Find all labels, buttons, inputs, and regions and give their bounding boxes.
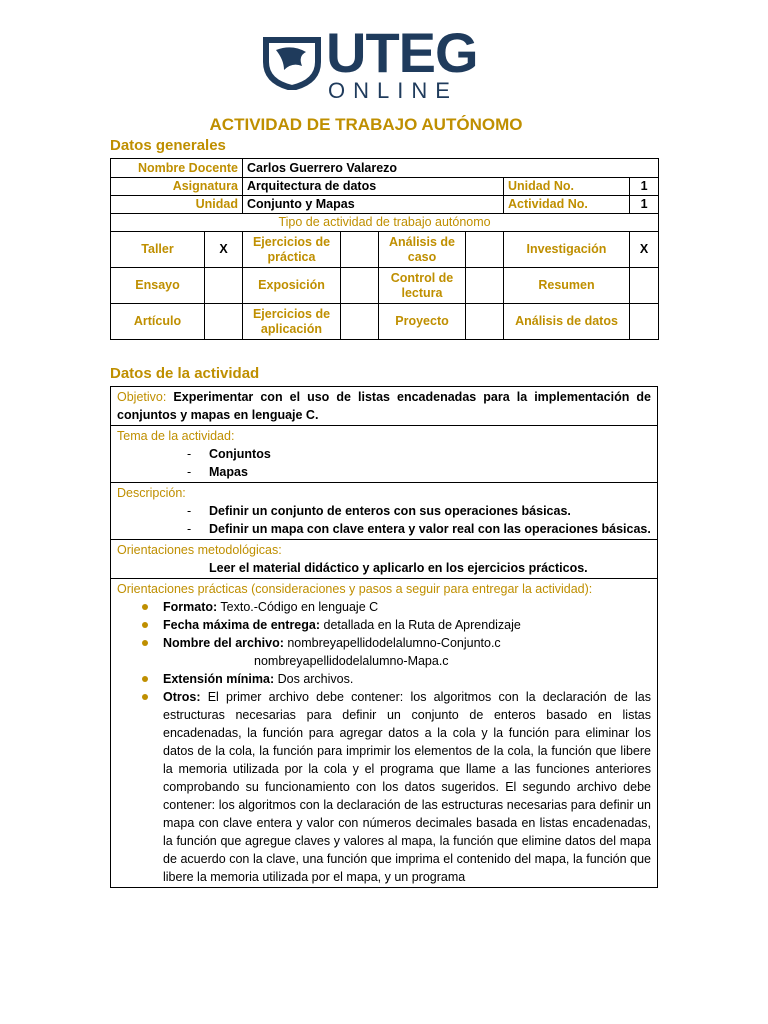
type-mark bbox=[205, 304, 243, 340]
otros-label: Otros: bbox=[163, 690, 201, 704]
list-item bbox=[117, 634, 651, 652]
docente-value: Carlos Guerrero Valarezo bbox=[243, 159, 659, 178]
bullet-icon bbox=[142, 604, 148, 610]
list-item: - Conjuntos bbox=[117, 445, 651, 463]
type-label: Ensayo bbox=[111, 268, 205, 304]
list-item: - Definir un conjunto de enteros con sus operaciones básicas. bbox=[117, 502, 651, 520]
type-mark bbox=[630, 268, 659, 304]
bullet-icon bbox=[142, 676, 148, 682]
orient-prac-cell bbox=[111, 579, 658, 888]
logo-subtitle: ONLINE bbox=[328, 78, 458, 103]
type-mark bbox=[341, 232, 379, 268]
type-label: Control de lectura bbox=[379, 268, 466, 304]
type-mark bbox=[466, 268, 504, 304]
unidad-value: Conjunto y Mapas bbox=[243, 196, 504, 214]
unidad-label: Unidad bbox=[111, 196, 243, 214]
actividad-no-label: Actividad No. bbox=[504, 196, 630, 214]
descripcion-label: Descripción: bbox=[117, 486, 186, 500]
type-label: Taller bbox=[111, 232, 205, 268]
tema-item: Mapas bbox=[209, 465, 248, 479]
fecha-value: detallada en la Ruta de Aprendizaje bbox=[320, 618, 521, 632]
orient-met-text: Leer el material didáctico y aplicarlo en los ejercicios prácticos. bbox=[209, 561, 588, 575]
type-label: Análisis de datos bbox=[504, 304, 630, 340]
bullet-icon bbox=[142, 622, 148, 628]
list-item bbox=[117, 652, 651, 670]
asignatura-label: Asignatura bbox=[111, 178, 243, 196]
tema-item: Conjuntos bbox=[209, 447, 271, 461]
types-row bbox=[111, 268, 659, 304]
types-row bbox=[111, 304, 659, 340]
tipo-actividad-label: Tipo de actividad de trabajo autónomo bbox=[111, 214, 659, 232]
descripcion-item: Definir un conjunto de enteros con sus operaciones básicas. bbox=[209, 504, 571, 518]
orient-met-cell bbox=[111, 540, 658, 579]
type-label: Investigación bbox=[504, 232, 630, 268]
tema-label: Tema de la actividad: bbox=[117, 429, 235, 443]
objetivo-cell bbox=[111, 387, 658, 426]
bullet-icon bbox=[142, 694, 148, 700]
type-mark bbox=[341, 268, 379, 304]
objetivo-text: Experimentar con el uso de listas encadenadas para la implementación de conjuntos y mapas en lenguaje C. bbox=[117, 390, 652, 422]
orient-prac-label: Orientaciones prácticas (consideraciones y pasos a seguir para entregar la actividad): bbox=[117, 582, 593, 596]
document-title: ACTIVIDAD DE TRABAJO AUTÓNOMO bbox=[209, 115, 523, 134]
formato-value: Texto.-Código en lenguaje C bbox=[217, 600, 379, 614]
type-mark: X bbox=[630, 232, 659, 268]
nombre-value: nombreyapellidodelalumno-Conjunto.c bbox=[283, 636, 501, 650]
general-data-table bbox=[110, 158, 659, 340]
type-mark bbox=[341, 304, 379, 340]
logo-word: UTEG bbox=[326, 21, 478, 84]
lion-shield-icon bbox=[262, 36, 322, 90]
descripcion-item: Definir un mapa con clave entera y valor real con las operaciones básicas. bbox=[209, 522, 651, 536]
general-heading: Datos generales bbox=[110, 137, 226, 154]
list-item: - Definir un mapa con clave entera y valor real con las operaciones básicas. bbox=[187, 522, 651, 536]
asignatura-value: Arquitectura de datos bbox=[243, 178, 504, 196]
type-mark bbox=[466, 232, 504, 268]
type-label: Análisis de caso bbox=[379, 232, 466, 268]
type-label: Artículo bbox=[111, 304, 205, 340]
list-item bbox=[117, 688, 651, 886]
list-item bbox=[117, 616, 651, 634]
docente-label: Nombre Docente bbox=[111, 159, 243, 178]
type-mark bbox=[466, 304, 504, 340]
descripcion-cell bbox=[111, 483, 658, 540]
bullet-icon bbox=[142, 640, 148, 646]
nombre-value-2: nombreyapellidodelalumno-Mapa.c bbox=[254, 654, 449, 668]
type-label: Resumen bbox=[504, 268, 630, 304]
otros-value: El primer archivo debe contener: los algoritmos con la declaración de las estructuras necesarias para definir un conjunto de enteros basado en listas encadenadas, la función para agregar datos a la cola y la función para eliminar los datos de la cola, la función para imprimir los elementos de la cola, la función que libere la memoria utilizada por la cola y el programa que llame a las funciones anteriores comprobando su funcionamiento con los datos sugeridos. El segundo archivo debe contener: los algoritmos con la declaración de las estructuras necesarias para definir un mapa con clave entera y valor con números decimales basada en listas encadenadas, la función que agregue claves y valores al mapa, la función que elimine datos del mapa de acuerdo con la clave, una función que imprima el contenido del mapa, la función que libere la memoria utilizada por el mapa, y un programa bbox=[163, 690, 651, 884]
activity-table bbox=[110, 386, 658, 888]
type-label: Exposición bbox=[243, 268, 341, 304]
activity-heading: Datos de la actividad bbox=[110, 365, 260, 382]
type-label: Ejercicios de aplicación bbox=[243, 304, 341, 340]
types-row bbox=[111, 232, 659, 268]
tema-cell bbox=[111, 426, 658, 483]
extension-label: Extensión mínima: bbox=[163, 672, 275, 686]
list-item bbox=[117, 670, 651, 688]
formato-label: Formato: bbox=[163, 600, 218, 614]
extension-value: Dos archivos. bbox=[274, 672, 354, 686]
objetivo-label: Objetivo: bbox=[117, 390, 167, 404]
list-item bbox=[117, 598, 651, 616]
type-mark: X bbox=[205, 232, 243, 268]
orient-met-label: Orientaciones metodológicas: bbox=[117, 543, 282, 557]
uteg-logo bbox=[262, 21, 492, 106]
type-label: Ejercicios de práctica bbox=[243, 232, 341, 268]
type-mark bbox=[630, 304, 659, 340]
unidad-no-value: 1 bbox=[630, 178, 659, 196]
type-mark bbox=[205, 268, 243, 304]
list-item: - Mapas bbox=[117, 463, 651, 481]
actividad-no-value: 1 bbox=[630, 196, 659, 214]
type-label: Proyecto bbox=[379, 304, 466, 340]
nombre-label: Nombre del archivo: bbox=[163, 636, 284, 650]
fecha-label: Fecha máxima de entrega: bbox=[163, 618, 321, 632]
unidad-no-label: Unidad No. bbox=[504, 178, 630, 196]
